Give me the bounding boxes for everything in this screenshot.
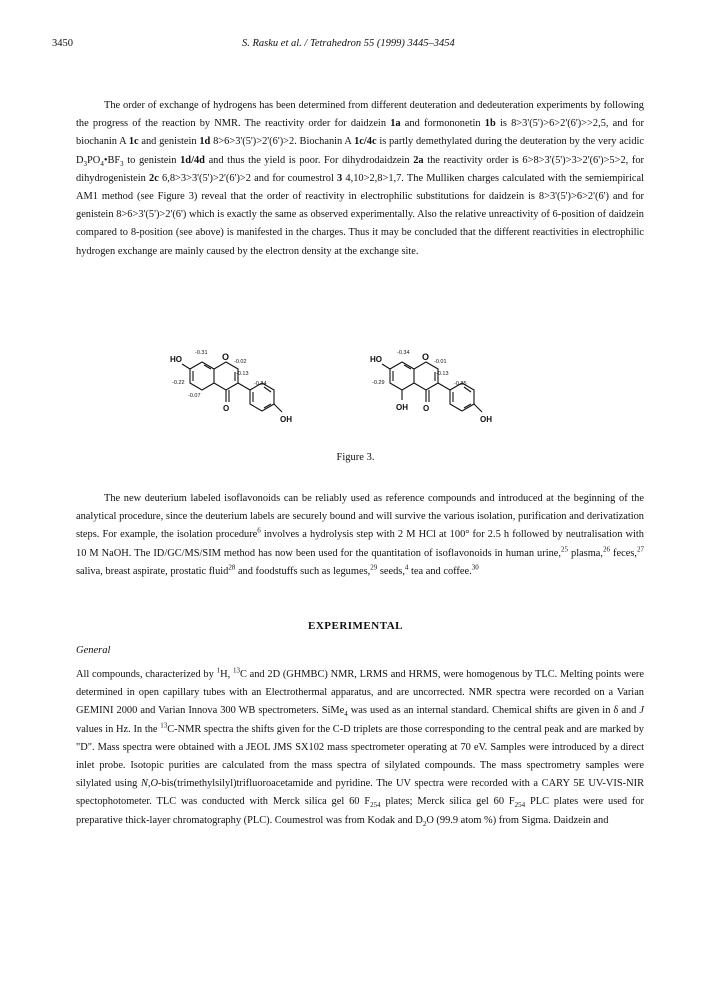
label-oh: OH (280, 415, 292, 424)
running-header-citation: S. Rasku et al. / Tetrahedron 55 (1999) 3445–3454 (242, 38, 455, 49)
label-ho: HO (370, 355, 382, 364)
figure-caption: Figure 3. (336, 452, 375, 463)
label-keto-oxygen: O (223, 404, 230, 413)
charge-value: -0.13 (236, 371, 249, 377)
charge-value: -0.31 (195, 350, 208, 356)
label-ring-oxygen: O (422, 352, 430, 362)
paragraph-labeled-isoflavonoids: The new deuterium labeled isoflavonoids can be reliably used as reference compounds and introduced at the beginning of the analytical procedure, since the deuterium labels are securely bound and will survive the various isolation, purification and derivatization steps. For example, the isolation procedure$^6$ involves a hydrolysis step with 2 M HCl at 100° for 2.5 h followed by neutralisation with 10 M NaOH. The ID/GC/MS/SIM method has now been used for the quantitation of isoflavonoids in human urine,$^{25}$ plasma,$^{26}$ feces,$^{27}$ saliva, breast aspirate, prostatic fluid$^{28}$ and foodstuffs such as legumes,$^{29}$ seeds,$^4$ tea and coffee.$^{30}$ (76, 493, 644, 577)
charge-value: -0.07 (188, 393, 201, 399)
label-keto-oxygen: O (423, 404, 430, 413)
figure-3-structures (170, 342, 550, 432)
label-ring-oxygen: O (222, 352, 230, 362)
charge-value: -0.29 (372, 380, 385, 386)
paragraph-general-methods: All compounds, characterized by $^1$H, $^{13}$C and 2D (GHMBC) NMR, LRMS and HRMS, were homogenous by TLC. Melting points were determined in open capillary tubes with an Electrothermal apparatus, and are uncorrected. NMR spectra were recorded on a Varian GEMINI 2000 and Varian Innova 300 WB spectrometers. SiMe$_4$ was used as an internal standard. Chemical shifts are given in δ and J values in Hz. In the $^{13}$C-NMR spectra the shifts given for the C-D triplets are those corresponding to the central peak and are marked by "D". Mass spectra were obtained with a JEOL JMS SX102 mass spectrometer operating at 70 eV. Samples were introduced by a direct inlet probe. Isotopic purities are calculated from the mass spectra of silylated compounds. The mass spectrometry samples were silylated using N,O-bis(trimethylsilyl)trifluoroacetamide and pyridine. The UV spectra were recorded with a CARY 5E UV-VIS-NIR spectophotometer. TLC was conducted with Merck silica gel 60 $F_{254}$ plates; Merck silica gel 60 $F_{254}$ PLC plates were used for preparative thick-layer chromatography (PLC). Coumestrol was from Kodak and $D_2O$ (99.9 atom %) from Sigma. Daidzein and (76, 666, 645, 828)
charge-value: -0.22 (172, 380, 185, 386)
charge-value: -0.02 (234, 359, 247, 365)
label-oh: OH (480, 415, 492, 424)
paragraph-reactivity-order: The order of exchange of hydrogens has been determined from different deuteration and dedeuteration experiments by following the progress of the reaction by NMR. The reactivity order for daidzein 1a and formononetin 1b is 8>3'(5')>6>2'(6')>>2,5, and for biochanin A 1c and genistein 1d 8>6>3'(5')>2'(6')>2. Biochanin A 1c/4c is partly demethylated during the deuteration by the very acidic $D_3PO_4•BF_3$ to genistein 1d/4d and thus the yield is poor. For dihydrodaidzein 2a the reactivity order is 6>8>3'(5')>3>2'(6')>5>2, for dihydrogenistein 2c 6,8>3>3'(5')>2'(6')>2 and for coumestrol 3 4,10>2,8>1,7. The Mulliken charges calculated with the semiempirical AM1 method (see Figure 3) reveal that the order of reactivity in electrophilic substitutions for daidzein is 8>3'(5')>6>2'(6') and for genistein 8>6>3'(5')>2'(6') which is exactly the same as observed experimentally. Also the relative unreactivity of 6-position of daidzein compared to 8-position (see above) is manifested in the charges. Thus it may be concluded that the different reactivities in electrophilic hydrogen exchange are mainly caused by the electron density at the exchange site. (76, 100, 645, 257)
charge-value: -0.01 (434, 359, 447, 365)
charge-value: -0.34 (397, 350, 410, 356)
section-heading: EXPERIMENTAL (307, 620, 404, 632)
charge-value: -0.24 (254, 381, 267, 387)
subsection-heading: General (76, 645, 111, 656)
charge-value: -0.13 (436, 371, 449, 377)
page-number: 3450 (52, 38, 73, 49)
label-ho: HO (170, 355, 182, 364)
charge-value: -0.25 (454, 381, 467, 387)
label-oh-5: OH (396, 403, 408, 412)
